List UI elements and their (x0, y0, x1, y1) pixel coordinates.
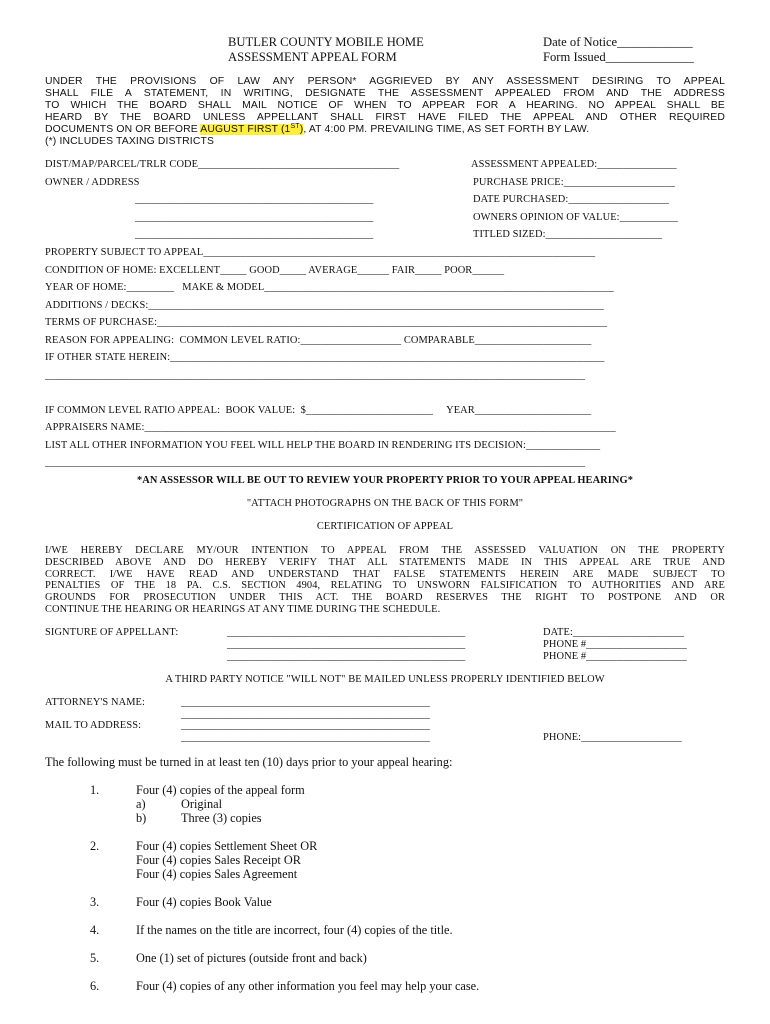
provisions-line: UNDER THE PROVISIONS OF LAW ANY PERSON* AGGRIEVED BY ANY ASSESSMENT DESIRING TO APPEAL (45, 76, 725, 87)
requirement-number: 3. (90, 895, 100, 909)
attorney-name-line[interactable]: _______________________________________________ (181, 697, 430, 708)
signature-line[interactable]: _____________________________________________ (227, 651, 466, 662)
deadline-highlight: AUGUST FIRST (1ST) (200, 123, 304, 135)
requirement-text: Four (4) copies Sales Receipt OR (136, 853, 301, 867)
attach-photographs-notice: "ATTACH PHOTOGRAPHS ON THE BACK OF THIS FORM" (246, 498, 524, 509)
taxing-districts-note: (*) INCLUDES TAXING DISTRICTS (45, 136, 215, 147)
certification-line: DESCRIBED ABOVE AND DO HEREBY VERIFY THAT ALL STATEMENTS MADE IN THIS APPEAL ARE TRUE AND (45, 557, 725, 568)
third-party-phone-field[interactable]: PHONE:___________________ (543, 732, 682, 743)
phone-field[interactable]: PHONE #___________________ (543, 651, 687, 662)
assessment-appealed-field[interactable]: ASSESSMENT APPEALED:_______________ (471, 159, 677, 170)
titled-sized-field[interactable]: TITLED SIZED:______________________ (473, 229, 663, 240)
requirement-text: One (1) set of pictures (outside front and back) (136, 951, 367, 965)
form-issued-field[interactable]: Form Issued______________ (543, 50, 694, 64)
requirement-text: If the names on the title are incorrect, four (4) copies of the title. (136, 923, 453, 937)
blank-answer-line[interactable]: ______________________________________________________________________________________________________ (45, 457, 586, 468)
dist-map-parcel-code-field[interactable]: DIST/MAP/PARCEL/TRLR CODE______________________________________ (45, 159, 400, 170)
signature-line[interactable]: _____________________________________________ (227, 639, 466, 650)
blank-answer-line[interactable]: ______________________________________________________________________________________________________ (45, 370, 586, 381)
additions-decks-field[interactable]: ADDITIONS / DECKS:______________________________________________________________________________________ (45, 300, 604, 311)
property-subject-field[interactable]: PROPERTY SUBJECT TO APPEAL__________________________________________________________________________ (45, 247, 596, 258)
other-state-field[interactable]: IF OTHER STATE HEREIN:__________________________________________________________________________________ (45, 352, 605, 363)
form-title-line1: BUTLER COUNTY MOBILE HOME (228, 35, 424, 49)
requirement-sub-text: Original (181, 797, 222, 811)
requirement-number: 1. (90, 783, 100, 797)
provisions-line: SHALL FILE A STATEMENT, IN WRITING, DESIGNATE THE ASSESSMENT APPEALED FROM AND THE ADDRESS (45, 88, 725, 99)
reason-for-appealing-field[interactable]: REASON FOR APPEALING: COMMON LEVEL RATIO:___________________ COMPARABLE______________________ (45, 335, 592, 346)
certification-line: CONTINUE THE HEARING OR HEARINGS AT ANY TIME DURING THE SCHEDULE. (45, 604, 441, 615)
assessor-review-notice: *AN ASSESSOR WILL BE OUT TO REVIEW YOUR PROPERTY PRIOR TO YOUR APPEAL HEARING* (137, 475, 633, 486)
year-make-model-field[interactable]: YEAR OF HOME:_________ MAKE & MODEL__________________________________________________________________ (45, 282, 614, 293)
provisions-deadline-line: DOCUMENTS ON OR BEFORE AUGUST FIRST (1ST), AT 4:00 PM. PREVAILING TIME, AS SET FORTH BY LAW. (45, 123, 590, 135)
book-value-year-field[interactable]: IF COMMON LEVEL RATIO APPEAL: BOOK VALUE: $________________________ YEAR______________________ (45, 405, 592, 416)
terms-of-purchase-field[interactable]: TERMS OF PURCHASE:_____________________________________________________________________________________ (45, 317, 608, 328)
provisions-line: TO WHICH THE BOARD SHALL MAIL NOTICE OF WHEN TO APPEAR FOR A HEARING. NO APPEAL SHALL BE (45, 100, 725, 111)
appraisers-name-field[interactable]: APPRAISERS NAME:_________________________________________________________________________________________ (45, 422, 616, 433)
form-title-line2: ASSESSMENT APPEAL FORM (228, 50, 397, 64)
requirement-number: 4. (90, 923, 100, 937)
signature-date-field[interactable]: DATE:_____________________ (543, 627, 685, 638)
purchase-price-field[interactable]: PURCHASE PRICE:_____________________ (473, 177, 675, 188)
requirement-text: Four (4) copies of the appeal form (136, 783, 305, 797)
requirement-text: Four (4) copies Book Value (136, 895, 272, 909)
phone-field[interactable]: PHONE #___________________ (543, 639, 687, 650)
date-purchased-field[interactable]: DATE PURCHASED:___________________ (473, 194, 669, 205)
requirement-number: 2. (90, 839, 100, 853)
requirement-sub-key: b) (136, 811, 147, 825)
certification-line: I/WE HEREBY DECLARE MY/OUR INTENTION TO APPEAL FROM THE ASSESSED VALUATION ON THE PROPERTY (45, 545, 725, 556)
signature-label: SIGNTURE OF APPELLANT: (45, 627, 179, 638)
requirement-text: Four (4) copies Sales Agreement (136, 867, 298, 881)
certification-line: CORRECT. I/WE HAVE READ AND UNDERSTAND THAT FALSE STATEMENTS HEREIN ARE MADE SUBJECT TO (45, 569, 725, 580)
requirement-number: 5. (90, 951, 100, 965)
other-information-field[interactable]: LIST ALL OTHER INFORMATION YOU FEEL WILL HELP THE BOARD IN RENDERING ITS DECISION:______________ (45, 440, 601, 451)
owners-opinion-of-value-field[interactable]: OWNERS OPINION OF VALUE:___________ (473, 212, 678, 223)
certification-heading: CERTIFICATION OF APPEAL (316, 521, 454, 532)
requirement-text: Four (4) copies of any other information you feel may help your case. (136, 979, 480, 993)
requirement-sub-text: Three (3) copies (181, 811, 262, 825)
condition-of-home-field[interactable]: CONDITION OF HOME: EXCELLENT_____ GOOD_____ AVERAGE______ FAIR_____ POOR______ (45, 265, 505, 276)
provisions-line: HEARD BY THE BOARD UNLESS APPELLANT SHALL FIRST HAVE FILED THE APPEAL AND OTHER REQUIRED (45, 112, 725, 123)
requirements-intro: The following must be turned in at least ten (10) days prior to your appeal hearing: (45, 755, 453, 769)
owner-address-line[interactable]: _____________________________________________ (135, 194, 374, 205)
signature-line[interactable]: _____________________________________________ (227, 627, 466, 638)
attorney-name-line[interactable]: _______________________________________________ (181, 709, 430, 720)
date-of-notice-field[interactable]: Date of Notice____________ (543, 35, 693, 49)
mail-to-address-label: MAIL TO ADDRESS: (45, 720, 142, 731)
requirement-sub-key: a) (136, 797, 146, 811)
certification-line: GROUNDS FOR PROSECUTION UNDER THIS ACT. THE BOARD RESERVES THE RIGHT TO POSTPONE AND OR (45, 592, 725, 603)
mail-address-line[interactable]: _______________________________________________ (181, 720, 430, 731)
certification-line: PENALTIES OF THE 18 PA. C.S. SECTION 4904, RELATING TO UNSWORN FALSIFICATION TO AUTHORITIES AND ARE (45, 580, 725, 591)
requirement-text: Four (4) copies Settlement Sheet OR (136, 839, 318, 853)
requirement-number: 6. (90, 979, 100, 993)
owner-address-line[interactable]: _____________________________________________ (135, 212, 374, 223)
mail-address-line[interactable]: _______________________________________________ (181, 732, 430, 743)
third-party-notice: A THIRD PARTY NOTICE "WILL NOT" BE MAILED UNLESS PROPERLY IDENTIFIED BELOW (165, 674, 605, 685)
owner-address-line[interactable]: _____________________________________________ (135, 229, 374, 240)
owner-address-label: OWNER / ADDRESS (45, 177, 140, 188)
attorney-name-label: ATTORNEY'S NAME: (45, 697, 145, 708)
